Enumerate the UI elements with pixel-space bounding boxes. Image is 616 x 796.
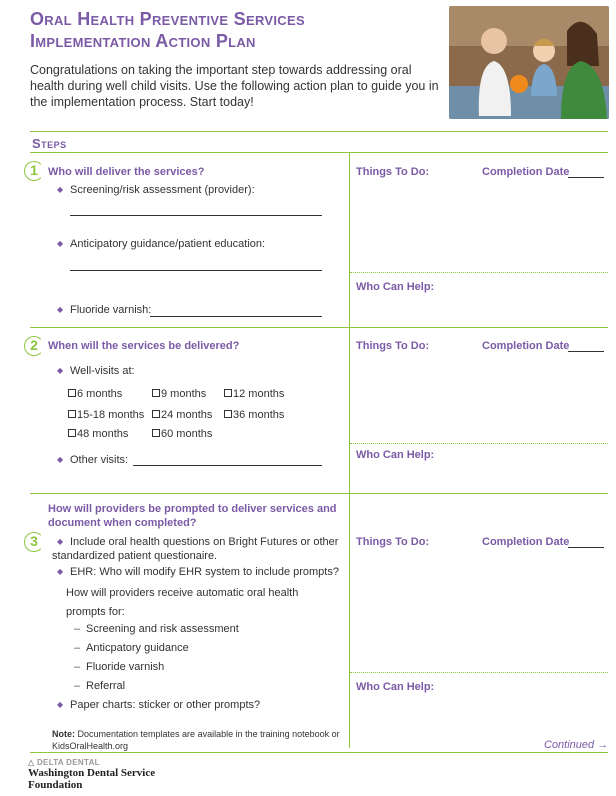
completion-date-blank[interactable] — [568, 351, 604, 352]
checkbox-box[interactable] — [68, 429, 76, 437]
step-3-item-paper: Paper charts: sticker or other prompts? — [70, 699, 261, 711]
step-3-question — [48, 502, 337, 530]
bullet-icon: ◆ — [57, 305, 64, 314]
checkbox-48-months[interactable]: 48 months — [68, 427, 128, 441]
step-3-item-questions: Include oral health questions on Bright Futures or other standardized patient questionaire. — [52, 536, 339, 562]
completion-date-blank[interactable] — [568, 177, 604, 178]
step-3-question-line-1: How will providers be prompted to deliver services and — [48, 503, 337, 515]
intro-text: Congratulations on taking the important step towards addressing oral health during well child visits. Use the following action plan to guide you in the implementation process. Start today! — [30, 63, 439, 109]
subitem-screening: Screening and risk assessment — [86, 623, 239, 635]
checkbox-12-months[interactable]: 12 months — [224, 387, 284, 401]
tooth-icon: △ — [28, 758, 35, 767]
checkbox-36-months[interactable]: 36 months — [224, 408, 284, 422]
section-dotted-divider — [350, 443, 608, 444]
things-to-do-label: Things To Do: — [356, 340, 430, 352]
documentation-note: Note: Documentation templates are available in the training notebook or KidsOralHealth.org — [52, 729, 340, 751]
blank-line[interactable] — [70, 215, 322, 216]
title-line-1: Oral Health Preventive Services — [30, 9, 305, 29]
other-visits-label: Other visits: — [70, 454, 129, 466]
step-1-item-varnish: Fluoride varnish: — [70, 304, 152, 316]
dash-icon: – — [74, 623, 81, 635]
dash-icon: – — [74, 661, 81, 673]
step-1-item-screening: Screening/risk assessment (provider): — [70, 184, 255, 196]
things-to-do-label: Things To Do: — [356, 536, 430, 548]
step-1-divider — [30, 327, 608, 328]
step-3-item-ehr: EHR: Who will modify EHR system to include prompts? — [70, 566, 339, 578]
checkbox-box[interactable] — [152, 410, 160, 418]
bullet-icon: ◆ — [57, 366, 64, 375]
checkbox-box[interactable] — [152, 389, 160, 397]
subitem-referral: Referral — [86, 680, 126, 692]
checkbox-6-months[interactable]: 6 months — [68, 387, 122, 401]
blank-line[interactable] — [133, 465, 322, 466]
completion-date-blank[interactable] — [568, 547, 604, 548]
step-2-number: 2 — [24, 336, 44, 356]
step-2-question: When will the services be delivered? — [48, 340, 240, 352]
bullet-icon: ◆ — [57, 537, 64, 546]
column-divider — [349, 152, 350, 748]
step-2-divider — [30, 493, 608, 494]
step-1-number: 1 — [24, 161, 44, 181]
checkbox-24-months[interactable]: 24 months — [152, 408, 212, 422]
step-3-number: 3 — [24, 532, 44, 552]
subitem-varnish: Fluoride varnish — [86, 661, 165, 673]
checkbox-box[interactable] — [68, 389, 76, 397]
completion-date-label: Completion Date — [482, 536, 570, 548]
step-1-question: Who will deliver the services? — [48, 166, 205, 178]
who-can-help-label: Who Can Help: — [356, 681, 435, 693]
bullet-icon: ◆ — [57, 700, 64, 709]
checkbox-9-months[interactable]: 9 months — [152, 387, 206, 401]
checkbox-box[interactable] — [224, 389, 232, 397]
bullet-icon: ◆ — [57, 567, 64, 576]
header-divider — [30, 131, 608, 132]
checkbox-box[interactable] — [224, 410, 232, 418]
title-line-2: Implementation Action Plan — [30, 31, 256, 51]
things-to-do-label: Things To Do: — [356, 166, 430, 178]
completion-date-label: Completion Date — [482, 340, 570, 352]
doctor-child-photo — [449, 6, 609, 119]
completion-date-label: Completion Date — [482, 166, 570, 178]
checkbox-box[interactable] — [68, 410, 76, 418]
dash-icon: – — [74, 642, 81, 654]
wellvisits-label: Well-visits at: — [70, 365, 135, 377]
footer-divider — [30, 752, 608, 753]
checkbox-15-18-months[interactable]: 15-18 months — [68, 408, 144, 422]
who-can-help-label: Who Can Help: — [356, 281, 435, 293]
steps-divider — [30, 152, 608, 153]
bullet-icon: ◆ — [57, 239, 64, 248]
blank-line[interactable] — [70, 270, 322, 271]
bullet-icon: ◆ — [57, 185, 64, 194]
blank-line[interactable] — [150, 316, 322, 317]
step-3-question-line-2: document when completed? — [48, 517, 197, 529]
checkbox-box[interactable] — [152, 429, 160, 437]
section-dotted-divider — [350, 672, 608, 673]
steps-heading: Steps — [32, 136, 67, 151]
bullet-icon: ◆ — [57, 455, 64, 464]
who-can-help-label: Who Can Help: — [356, 449, 435, 461]
step-3-prompts-text: How will providers receive automatic oral health prompts for: — [66, 587, 299, 618]
step-1-item-guidance: Anticipatory guidance/patient education: — [70, 238, 266, 250]
continued-label: Continued → — [544, 739, 609, 751]
subitem-guidance: Anticpatory guidance — [86, 642, 189, 654]
page-title — [30, 8, 305, 52]
checkbox-60-months[interactable]: 60 months — [152, 427, 212, 441]
section-dotted-divider — [350, 272, 608, 273]
dash-icon: – — [74, 680, 81, 692]
delta-dental-logo: △ DELTA DENTAL Washington Dental Service Foundation — [28, 758, 156, 791]
